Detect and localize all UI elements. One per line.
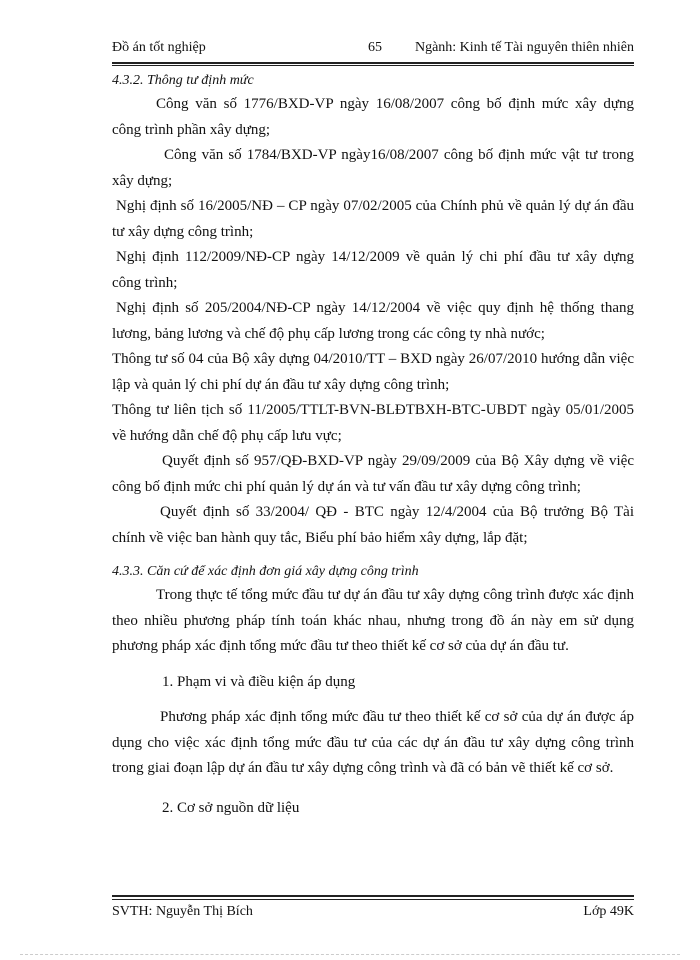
regulation-item: Thông tư liên tịch số 11/2005/TTLT-BVN-BLĐTBXH-BTC-UBDT ngày 05/01/2005 về hướng dẫn chế độ phụ cấp lưu vực; xyxy=(112,402,634,444)
header-rule-thin xyxy=(112,65,634,66)
page-body xyxy=(112,70,634,821)
header-thesis-label: Đồ án tốt nghiệp xyxy=(112,40,206,55)
subsection-2-title: 2. Cơ sở nguồn dữ liệu xyxy=(162,799,300,816)
footer-student-name: SVTH: Nguyễn Thị Bích xyxy=(112,904,253,919)
regulation-item: Công văn số 1776/BXD-VP ngày 16/08/2007 công bố định mức xây dựng công trình phần xây dựng; xyxy=(112,96,634,138)
subsection-1-title: 1. Phạm vi và điều kiện áp dụng xyxy=(162,673,356,690)
footer-rule-thin xyxy=(112,899,634,900)
header-rule-thick xyxy=(112,62,634,64)
page-footer xyxy=(112,904,634,924)
section-4-3-3-title: 4.3.3. Căn cứ để xác định đơn giá xây dựng công trình xyxy=(112,564,419,579)
section-4-3-3-intro: Trong thực tế tổng mức đầu tư dự án đầu tư xây dựng công trình được xác định theo nhiều phương pháp tính toán khác nhau, nhưng trong đồ án này em sử dụng phương pháp xác định tổng mức đầu tư theo thiết kế cơ sở của dự án đầu tư. xyxy=(112,587,634,654)
regulation-item: Nghị định số 205/2004/NĐ-CP ngày 14/12/2004 về việc quy định hệ thống thang lương, bảng lương và chế độ phụ cấp lương trong các công ty nhà nước; xyxy=(112,300,634,342)
regulation-item: Thông tư số 04 của Bộ xây dựng 04/2010/TT – BXD ngày 26/07/2010 hướng dẫn việc lập và quản lý chi phí dự án đầu tư xây dựng công trình; xyxy=(112,351,634,393)
footer-class-label: Lớp 49K xyxy=(583,904,634,919)
page-edge-divider xyxy=(20,954,680,955)
regulation-item: Quyết định số 33/2004/ QĐ - BTC ngày 12/4/2004 của Bộ trưởng Bộ Tài chính về việc ban hành quy tắc, Biểu phí bảo hiểm xây dựng, lắp đặt; xyxy=(112,504,634,546)
regulation-item: Nghị định 112/2009/NĐ-CP ngày 14/12/2009 về quản lý chi phí đầu tư xây dựng công trình; xyxy=(112,249,634,291)
section-4-3-2-title: 4.3.2. Thông tư định mức xyxy=(112,73,254,88)
regulation-item: Nghị định số 16/2005/NĐ – CP ngày 07/02/2005 của Chính phủ về quản lý dự án đầu tư xây dựng công trình; xyxy=(112,198,634,240)
page-header xyxy=(112,40,634,60)
header-major-label: Ngành: Kinh tế Tài nguyên thiên nhiên xyxy=(414,40,634,55)
regulation-item: Quyết định số 957/QĐ-BXD-VP ngày 29/09/2009 của Bộ Xây dựng về việc công bố định mức chi phí quản lý dự án và tư vấn đầu tư xây dựng công trình; xyxy=(112,453,634,495)
page-number: 65 xyxy=(368,40,382,55)
subsection-1-text: Phương pháp xác định tổng mức đầu tư theo thiết kế cơ sở của dự án được áp dụng cho việc xác định tổng mức đầu tư của các dự án đầu tư xây dựng công trình trong giai đoạn lập dự án đầu tư xây dựng công trình và đã có bản vẽ thiết kế cơ sở. xyxy=(112,709,634,776)
footer-rule-thick xyxy=(112,895,634,897)
regulation-item: Công văn số 1784/BXD-VP ngày16/08/2007 công bố định mức vật tư trong xây dựng; xyxy=(112,147,634,189)
